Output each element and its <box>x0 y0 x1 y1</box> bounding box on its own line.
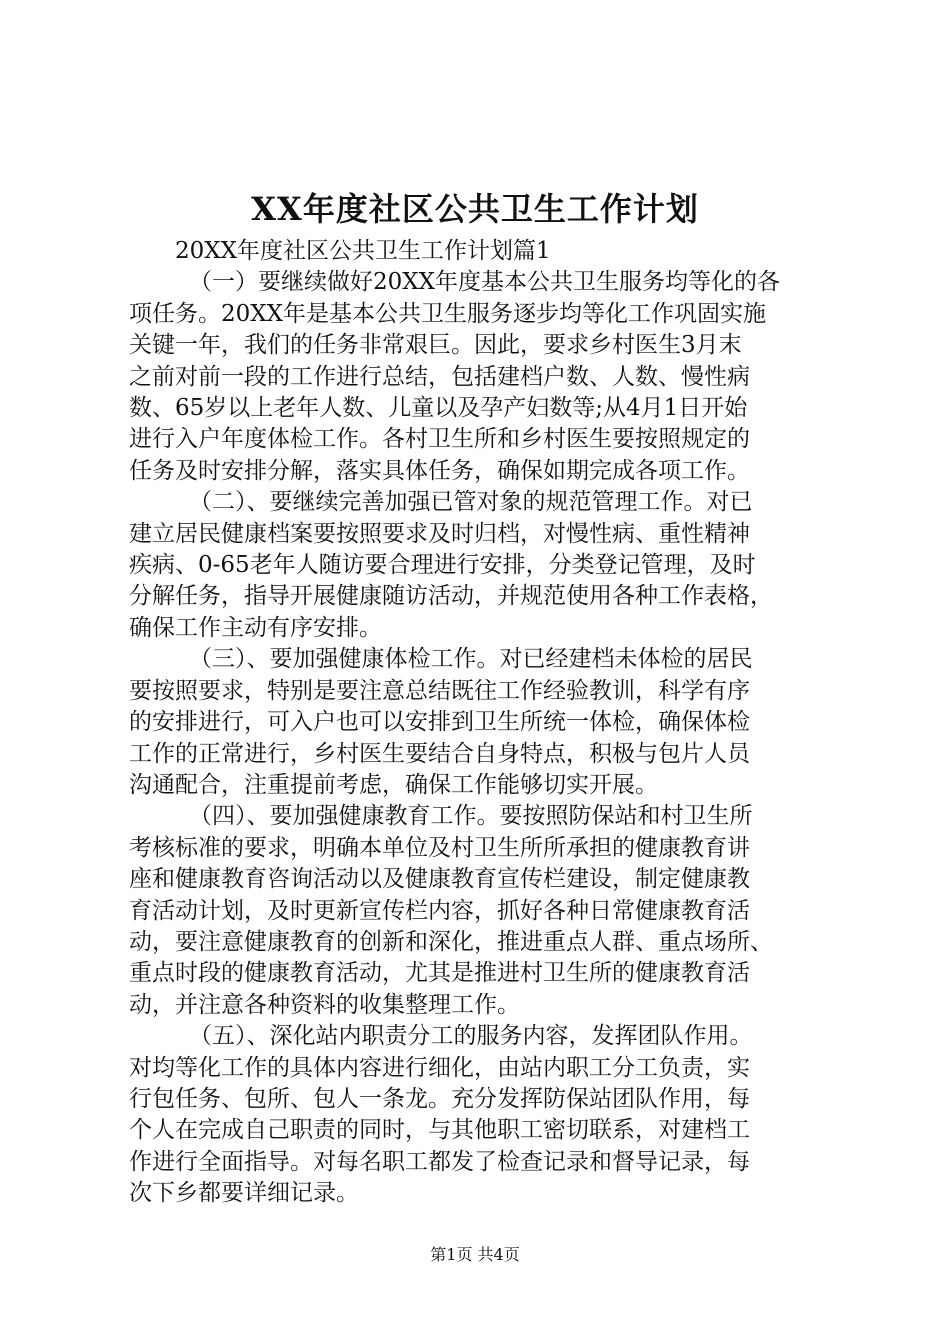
paragraph-3-line: 工作的正常进行，乡村医生要结合自身特点，积极与包片人员 <box>129 740 750 767</box>
paragraph-2-line: 疾病、0-65老年人随访要合理进行安排，分类登记管理，及时 <box>129 552 756 579</box>
paragraph-3-line: （三）、要加强健康体检工作。对已经建档未体检的居民 <box>189 646 753 673</box>
paragraph-4-line: 座和健康教育咨询活动以及健康教育宣传栏建设，制定健康教 <box>129 866 750 893</box>
document-body <box>129 236 834 1210</box>
paragraph-5-line: 对均等化工作的具体内容进行细化，由站内职工分工负责，实 <box>129 1054 750 1081</box>
paragraph-2-line: （二）、要继续完善加强已管对象的规范管理工作。对已 <box>189 489 753 516</box>
paragraph-5-line: 次下乡都要详细记录。 <box>129 1180 359 1207</box>
paragraph-4-line: 考核标准的要求，明确本单位及村卫生所所承担的健康教育讲 <box>129 834 750 861</box>
paragraph-3-line: 要按照要求，特别是要注意总结既往工作经验教训，科学有序 <box>129 677 750 704</box>
paragraph-4-line: 动，要注意健康教育的创新和深化，推进重点人群、重点场所、 <box>129 928 773 955</box>
document-title: XX年度社区公共卫生工作计划 <box>251 190 699 228</box>
paragraph-1-line: 之前对前一段的工作进行总结，包括建档户数、人数、慢性病 <box>129 363 750 390</box>
paragraph-4-line: 重点时段的健康教育活动，尤其是推进村卫生所的健康教育活 <box>129 960 750 987</box>
paragraph-5-line: 行包任务、包所、包人一条龙。充分发挥防保站团队作用，每 <box>129 1085 750 1112</box>
paragraph-4-line: （四）、要加强健康教育工作。要按照防保站和村卫生所 <box>189 803 753 830</box>
paragraph-2-line: 确保工作主动有序安排。 <box>129 614 382 641</box>
paragraph-1-line: 任务及时安排分解，落实具体任务，确保如期完成各项工作。 <box>129 457 750 484</box>
paragraph-5-line: （五）、深化站内职责分工的服务内容，发挥团队作用。 <box>189 1023 753 1050</box>
section-heading: 20XX年度社区公共卫生工作计划篇1 <box>175 238 551 264</box>
paragraph-5-line: 作进行全面指导。对每名职工都发了检查记录和督导记录，每 <box>129 1148 750 1175</box>
paragraph-2-line: 分解任务，指导开展健康随访活动，并规范使用各种工作表格， <box>129 583 773 610</box>
paragraph-1-line: 数、65岁以上老年人数、儿童以及孕产妇数等;从4月1日开始 <box>129 395 748 422</box>
paragraph-5-line: 个人在完成自己职责的同时，与其他职工密切联系，对建档工 <box>129 1117 750 1144</box>
page-number: 第1页 共4页 <box>430 1245 520 1264</box>
paragraph-1-line: （一）要继续做好20XX年度基本公共卫生服务均等化的各 <box>189 269 781 296</box>
paragraph-4-line: 育活动计划，及时更新宣传栏内容，抓好各种日常健康教育活 <box>129 897 750 924</box>
paragraph-4-line: 动，并注意各种资料的收集整理工作。 <box>129 991 520 1018</box>
paragraph-1-line: 关键一年，我们的任务非常艰巨。因此，要求乡村医生3月末 <box>129 332 742 359</box>
paragraph-3-line: 的安排进行，可入户也可以安排到卫生所统一体检，确保体检 <box>129 709 750 736</box>
paragraph-3-line: 沟通配合，注重提前考虑，确保工作能够切实开展。 <box>129 771 658 798</box>
paragraph-1-line: 项任务。20XX年是基本公共卫生服务逐步均等化工作巩固实施 <box>129 300 767 327</box>
paragraph-2-line: 建立居民健康档案要按照要求及时归档，对慢性病、重性精神 <box>129 520 750 547</box>
paragraph-1-line: 进行入户年度体检工作。各村卫生所和乡村医生要按照规定的 <box>129 426 750 453</box>
